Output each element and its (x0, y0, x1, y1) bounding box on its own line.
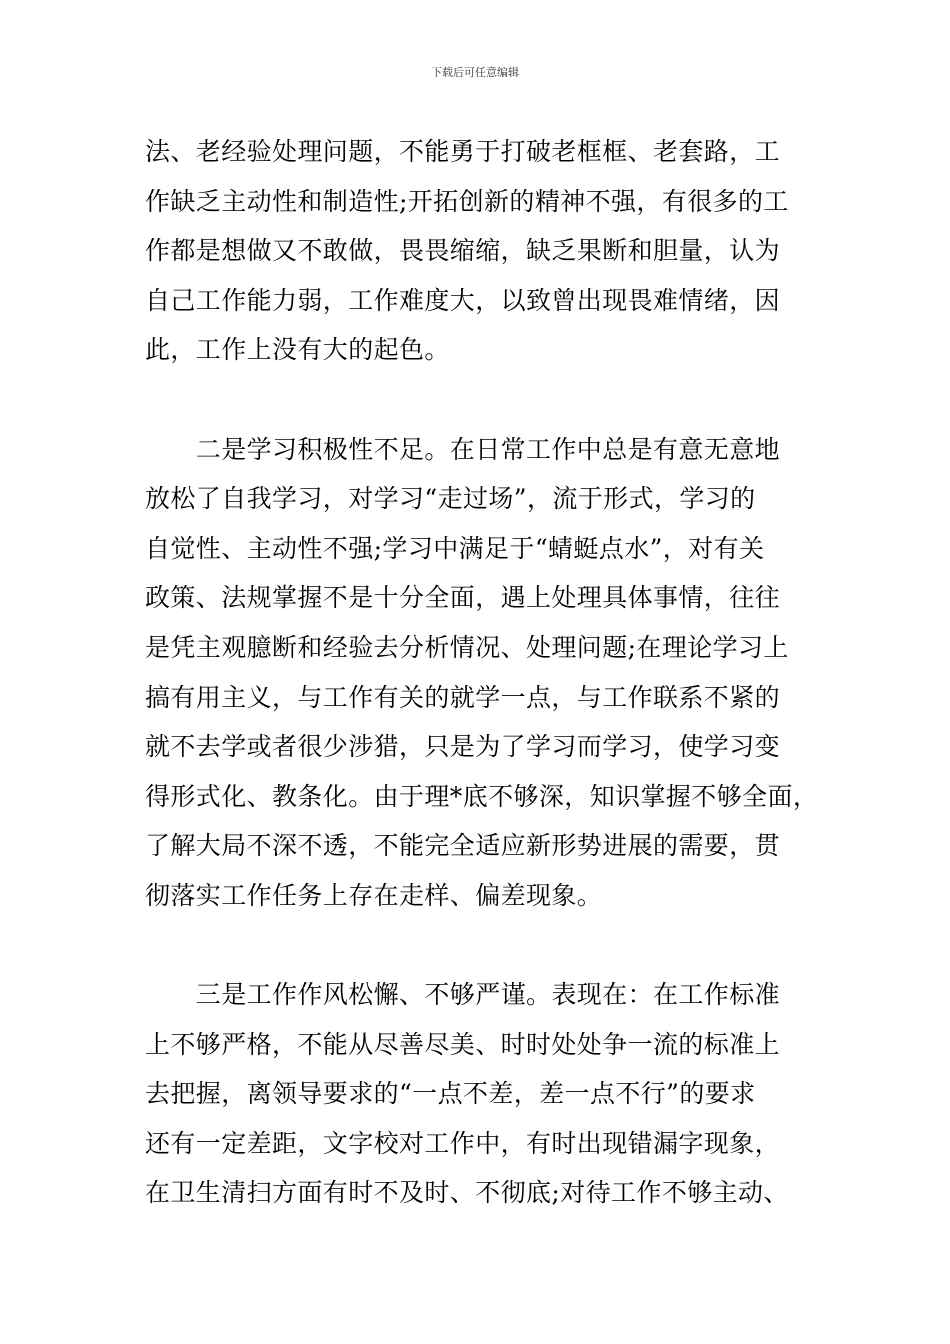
text-line: 三是工作作风松懈、不够严谨。表现在：在工作标准 (145, 980, 781, 1010)
text-line: 去把握，离领导要求的“一点不差，差一点不行”的要求 (145, 1079, 756, 1109)
paragraph-gap (145, 921, 813, 971)
text-line: 作缺乏主动性和制造性;开拓创新的精神不强，有很多的工 (145, 186, 789, 216)
document-body (145, 127, 819, 1218)
text-line: 自己工作能力弱，工作难度大，以致曾出现畏难情绪，因 (145, 285, 781, 315)
text-line: 自觉性、主动性不强;学习中满足于“蜻蜓点水”，对有关 (145, 533, 765, 563)
text-line: 了解大局不深不透，不能完全适应新形势进展的需要，贯 (145, 831, 781, 861)
text-line: 二是学习积极性不足。在日常工作中总是有意无意地 (145, 434, 781, 464)
text-line: 搞有用主义，与工作有关的就学一点，与工作联系不紧的 (145, 682, 781, 712)
text-line: 放松了自我学习，对学习“走过场”，流于形式，学习的 (145, 484, 756, 514)
text-line: 就不去学或者很少涉猎，只是为了学习而学习，使学习变 (145, 732, 781, 762)
text-line: 此，工作上没有大的起色。 (145, 335, 450, 365)
text-line: 是凭主观臆断和经验去分析情况、处理问题;在理论学习上 (145, 632, 789, 662)
text-line: 政策、法规掌握不是十分全面，遇上处理具体事情，往往 (145, 583, 781, 613)
text-line: 作都是想做又不敢做，畏畏缩缩，缺乏果断和胆量，认为 (145, 236, 781, 266)
text-line: 彻落实工作任务上存在走样、偏差现象。 (145, 880, 603, 910)
paragraph-gap (145, 375, 813, 425)
page-header: 下载后可任意编辑 (431, 66, 519, 79)
text-line: 还有一定差距，文字校对工作中，有时出现错漏字现象， (145, 1128, 781, 1158)
text-line: 在卫生清扫方面有时不及时、不彻底;对待工作不够主动、 (145, 1178, 789, 1208)
text-line: 上不够严格，不能从尽善尽美、时时处处争一流的标准上 (145, 1029, 781, 1059)
text-line: 得形式化、教条化。由于理*底不够深，知识掌握不够全面， (145, 781, 819, 811)
text-line: 法、老经验处理问题，不能勇于打破老框框、老套路，工 (145, 137, 781, 166)
